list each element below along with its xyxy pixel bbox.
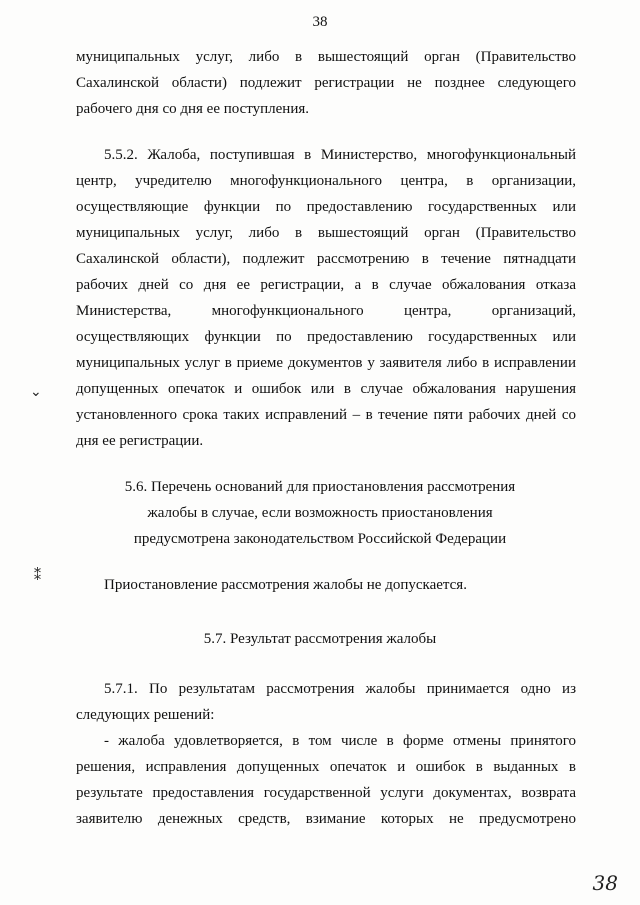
text-line: рабочего дня со дня ее поступления. <box>76 101 310 117</box>
text-line: осуществляющих функции по предоставлению государственных или <box>76 329 576 345</box>
text-line: осуществляющие функции по предоставлению государственных или <box>76 199 576 215</box>
text-line: решения, исправления допущенных опечаток и ошибок в выданных в <box>76 759 576 775</box>
text-line: Министерства, многофункционального центра, организаций, <box>76 303 576 319</box>
text-line: жалобы в случае, если возможность приостановления <box>147 505 493 521</box>
text-line: следующих решений: <box>76 707 215 723</box>
text-line: 5.6. Перечень оснований для приостановления рассмотрения <box>124 479 516 495</box>
handwritten-page-number: 38 <box>592 871 618 895</box>
margin-mark-icon: ⁑ <box>34 569 41 584</box>
text-line: центр, учредителю многофункционального центра, в организации, <box>76 173 576 189</box>
text-line: результате предоставления государственной услуги документах, возврата <box>76 785 576 801</box>
text-line: установленного срока таких исправлений – в течение пяти рабочих дней со <box>76 407 576 423</box>
text-line: 5.5.2. Жалоба, поступившая в Министерство, многофункциональный <box>104 147 576 163</box>
text-line: рабочих дней со дня ее регистрации, а в случае обжалования отказа <box>76 277 576 293</box>
text-line: муниципальных услуг в приеме документов у заявителя либо в исправлении <box>76 355 576 371</box>
page-number: 38 <box>312 14 328 30</box>
text-line: дня ее регистрации. <box>76 433 204 449</box>
text-line: Приостановление рассмотрения жалобы не допускается. <box>104 577 467 593</box>
text-line: - жалоба удовлетворяется, в том числе в форме отмены принятого <box>104 733 576 749</box>
text-line: заявителю денежных средств, взимание которых не предусмотрено <box>76 811 576 827</box>
text-line: 5.7. Результат рассмотрения жалобы <box>203 631 437 647</box>
text-line: допущенных опечаток и ошибок или в случае обжалования нарушения <box>76 381 576 397</box>
text-line: муниципальных услуг, либо в вышестоящий орган (Правительство <box>76 225 576 241</box>
text-line: предусмотрена законодательством Российской Федерации <box>133 531 507 547</box>
text-line: Сахалинской области), подлежит рассмотрению в течение пятнадцати <box>76 251 576 267</box>
margin-mark-icon: ⌄ <box>30 385 42 400</box>
text-line: Сахалинской области) подлежит регистрации не позднее следующего <box>76 75 576 91</box>
text-line: 5.7.1. По результатам рассмотрения жалобы принимается одно из <box>104 681 576 697</box>
text-line: муниципальных услуг, либо в вышестоящий орган (Правительство <box>76 49 576 65</box>
